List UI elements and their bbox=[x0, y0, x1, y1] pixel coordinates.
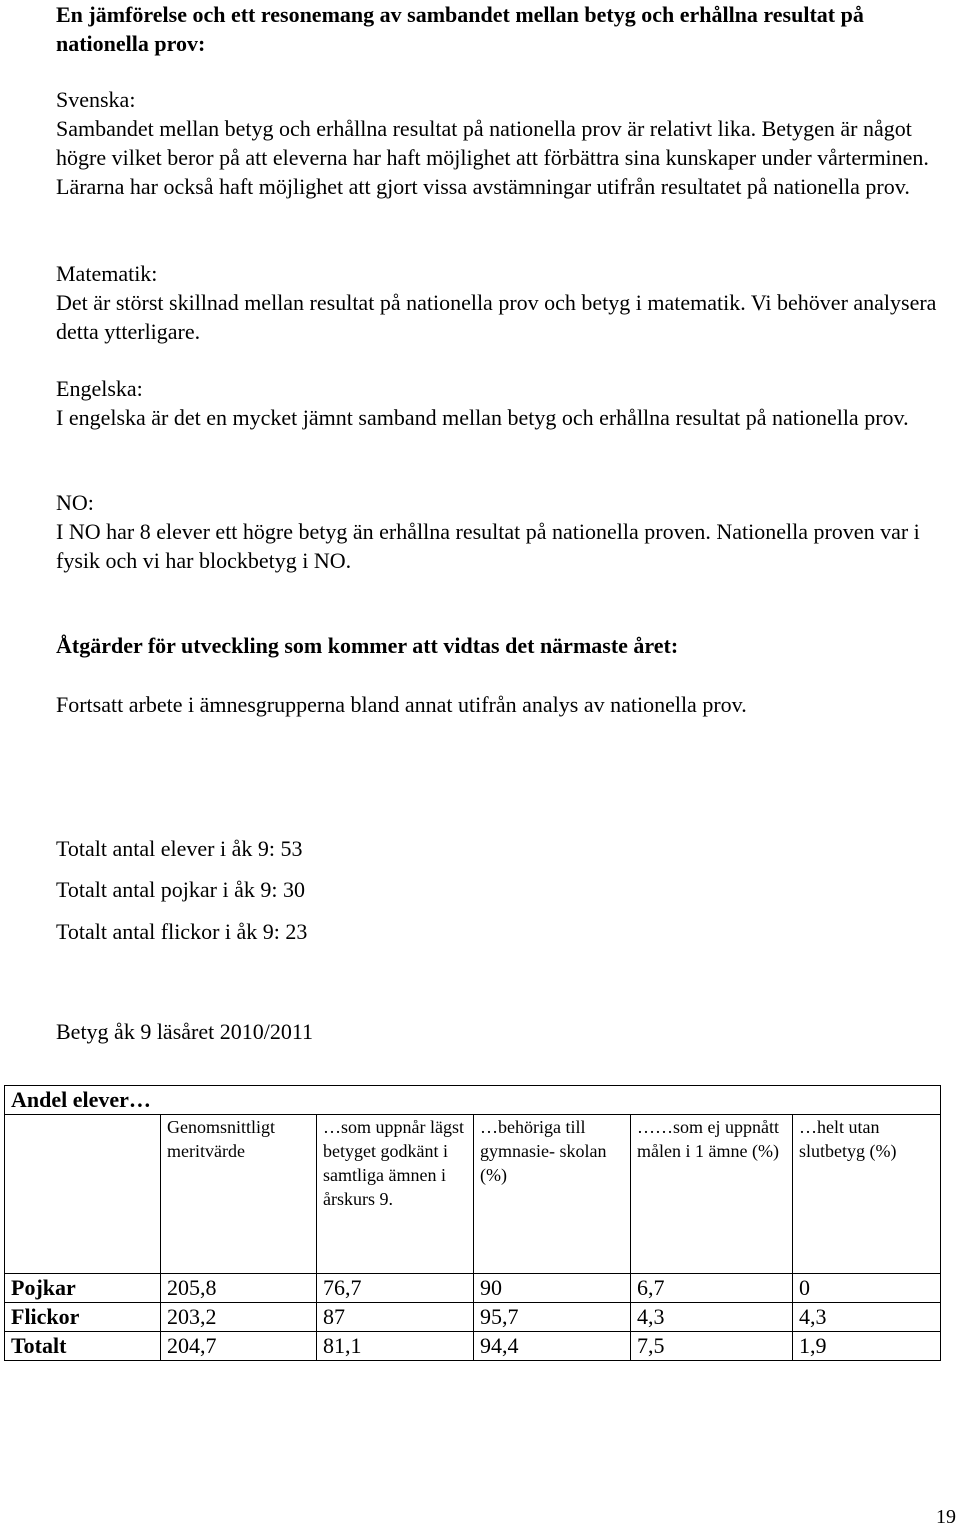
table-cell: 90 bbox=[474, 1274, 631, 1303]
table-cell: 4,3 bbox=[631, 1303, 793, 1332]
table-cell: 205,8 bbox=[161, 1274, 317, 1303]
row-label: Flickor bbox=[5, 1303, 161, 1332]
table-cell: 1,9 bbox=[793, 1332, 941, 1361]
andel-elever-label: Andel elever… bbox=[5, 1086, 941, 1115]
table-cell: 7,5 bbox=[631, 1332, 793, 1361]
section-engelska bbox=[56, 374, 951, 432]
total-students: Totalt antal elever i åk 9: 53 bbox=[56, 836, 303, 861]
table-cell: 6,7 bbox=[631, 1274, 793, 1303]
column-header: …helt utan slutbetyg (%) bbox=[793, 1115, 941, 1274]
section-text: I NO har 8 elever ett högre betyg än erhållna resultat på nationella proven. Nationella proven var i fysik och vi har blockbetyg i NO. bbox=[56, 519, 920, 573]
section-text: Det är störst skillnad mellan resultat på nationella prov och betyg i matematik. Vi behöver analysera detta ytterligare. bbox=[56, 290, 937, 344]
total-girls: Totalt antal flickor i åk 9: 23 bbox=[56, 919, 308, 944]
table-cell: 4,3 bbox=[793, 1303, 941, 1332]
section-no bbox=[56, 488, 951, 575]
column-headers-row bbox=[5, 1115, 941, 1274]
table-row bbox=[5, 1274, 941, 1303]
row-label: Pojkar bbox=[5, 1274, 161, 1303]
table-cell: 94,4 bbox=[474, 1332, 631, 1361]
section-text: Sambandet mellan betyg och erhållna resultat på nationella prov är relativt lika. Betygen är något högre vilket beror på att eleverna har haft möjlighet att förbättra sina kunskaper under vårterminen. Lärarna har också haft möjlighet att gjort vissa avstämningar utifrån resultatet på nationella prov. bbox=[56, 116, 929, 199]
section-text: I engelska är det en mycket jämnt samband mellan betyg och erhållna resultat på nationella prov. bbox=[56, 405, 909, 430]
column-header: …som uppnår lägst betyget godkänt i samtliga ämnen i årskurs 9. bbox=[317, 1115, 474, 1274]
table-row bbox=[5, 1303, 941, 1332]
section-matematik bbox=[56, 259, 951, 346]
section-subject: Engelska: bbox=[56, 376, 143, 401]
comparison-heading: En jämförelse och ett resonemang av sambandet mellan betyg och erhållna resultat på nationella prov: bbox=[56, 2, 864, 56]
section-subject: NO: bbox=[56, 490, 94, 515]
table-header-row bbox=[5, 1086, 941, 1115]
column-header: …behöriga till gymnasie- skolan (%) bbox=[474, 1115, 631, 1274]
table-row bbox=[5, 1332, 941, 1361]
table-cell: 81,1 bbox=[317, 1332, 474, 1361]
column-header: Genomsnittligt meritvärde bbox=[161, 1115, 317, 1274]
section-subject: Matematik: bbox=[56, 261, 158, 286]
row-label: Totalt bbox=[5, 1332, 161, 1361]
empty-corner-cell bbox=[5, 1115, 161, 1274]
table-cell: 95,7 bbox=[474, 1303, 631, 1332]
section-subject: Svenska: bbox=[56, 87, 136, 112]
table-cell: 0 bbox=[793, 1274, 941, 1303]
table-cell: 203,2 bbox=[161, 1303, 317, 1332]
column-header: ……som ej uppnått målen i 1 ämne (%) bbox=[631, 1115, 793, 1274]
section-svenska bbox=[56, 85, 951, 201]
table-cell: 76,7 bbox=[317, 1274, 474, 1303]
table-cell: 204,7 bbox=[161, 1332, 317, 1361]
total-boys: Totalt antal pojkar i åk 9: 30 bbox=[56, 877, 305, 902]
grades-table bbox=[4, 1085, 941, 1361]
measures-text: Fortsatt arbete i ämnesgrupperna bland annat utifrån analys av nationella prov. bbox=[56, 692, 747, 717]
table-title: Betyg åk 9 läsåret 2010/2011 bbox=[56, 1019, 314, 1044]
page-number: 19 bbox=[936, 1506, 956, 1528]
table-cell: 87 bbox=[317, 1303, 474, 1332]
measures-heading: Åtgärder för utveckling som kommer att vidtas det närmaste året: bbox=[56, 633, 679, 658]
